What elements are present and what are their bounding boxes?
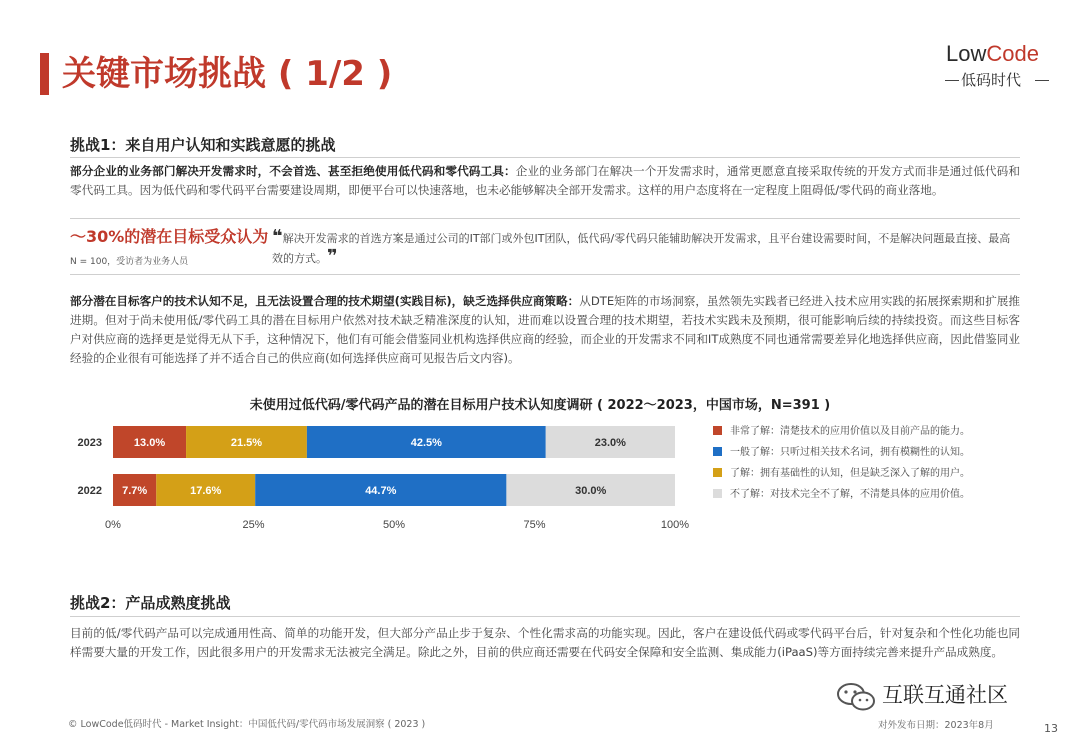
chart-title: 未使用过低代码/零代码产品的潜在目标用户技术认知度调研 ( 2022～2023，中国市场，N=391 ) — [249, 398, 831, 413]
page-number: 13 — [1044, 722, 1058, 735]
legend-entry: 一般了解：只听过相关技术名词，拥有模糊性的认知。 — [730, 447, 970, 458]
stacked-bar-chart — [0, 410, 1080, 535]
data-label: 44.7% — [365, 485, 397, 497]
category-label: 2023 — [77, 437, 102, 449]
logo-line-right — [1035, 80, 1049, 81]
logo — [946, 42, 1039, 66]
challenge1-paragraph1 — [70, 162, 1020, 200]
quote — [272, 228, 1017, 268]
quote-close-icon: ❞ — [327, 246, 338, 267]
data-label: 21.5% — [230, 437, 263, 449]
legend-swatch — [713, 426, 722, 435]
category-label: 2022 — [77, 485, 102, 497]
stat-note: N = 100，受访者为业务人员 — [70, 257, 189, 267]
divider — [70, 616, 1020, 617]
logo-line-left — [945, 80, 959, 81]
legend-entry: 不了解：对技术完全不了解，不清楚具体的应用价值。 — [730, 489, 970, 500]
p2-text: 从DTE矩阵的市场洞察，虽然领先实践者已经进入技术应用实践的拓展探索期和扩展推进期。但对于尚未使用低/零代码工具的潜在目标用户依然对技术缺乏精准深度的认知，进而难以设置合理的技术期望，若技术实践未及预期，很可能影响后续的持续投资。而这些目标客户对供应商的选择更是觉得无从下手，这种情况下，他们有可能会借鉴同业机构选择供应商的经验，而企业的开发需求不同和IT成熟度不同也通常需要差异化地选择供应商，因此借鉴同业经验的企业很有可能选择了并不适合自己的供应商(如何选择供应商可见报告后文内容)。 — [70, 294, 1020, 365]
title-accent-bar — [40, 53, 49, 95]
data-label: 17.6% — [190, 485, 222, 497]
x-tick-label: 100% — [660, 519, 690, 531]
challenge1-heading: 挑战1：来自用户认知和实践意愿的挑战 — [70, 136, 336, 154]
footer-copyright: © LowCode低码时代 - Market Insight：中国低代码/零代码市场发展洞察 ( 2023 ) — [68, 719, 426, 730]
logo-cn: 低码时代 — [961, 71, 1022, 89]
x-tick-label: 25% — [242, 519, 265, 531]
p2-bold: 部分潜在目标客户的技术认知不足，且无法设置合理的技术期望(实践目标)，缺乏选择供应商策略： — [70, 294, 580, 308]
legend-entry: 了解：拥有基础性的认知，但是缺乏深入了解的用户。 — [730, 468, 970, 479]
data-label: 23.0% — [594, 437, 626, 449]
divider — [70, 274, 1020, 275]
x-tick-label: 50% — [382, 519, 406, 531]
logo-code: Code — [986, 41, 1039, 66]
p1-text: 企业的业务部门在解决一个开发需求时，通常更愿意直接采取传统的开发方式而非是通过低代码和零代码工具。因为低代码和零代码平台需要建设周期，即便平台可以快速落地，也未必能够解决全部开发需求。这样的用户态度将在一定程度上阻碍低/零代码的商业落地。 — [70, 164, 1020, 197]
logo-low: Low — [946, 41, 987, 66]
footer-date: 对外发布日期：2023年8月 — [878, 720, 994, 731]
data-label: 42.5% — [410, 437, 442, 449]
quote-text: 解决开发需求的首选方案是通过公司的IT部门或外包IT团队，低代码/零代码只能辅助解决开发需求，且平台建设需要时间，不是解决问题最直接、最高效的方式。 — [272, 232, 1011, 265]
challenge2-paragraph: 目前的低/零代码产品可以完成通用性高、简单的功能开发，但大部分产品止步于复杂、个性化需求高的功能实现。因此，客户在建设低代码或零代码平台后，针对复杂和个性化功能也同样需要大量的开发工作，因此很多用户的开发需求无法被完全满足。除此之外，目前的供应商还需要在代码安全保障和安全监测、集成能力(iPaaS)等方面持续完善来提升产品成熟度。 — [70, 626, 1020, 659]
logo-subtitle — [945, 70, 1049, 90]
legend-swatch — [713, 447, 722, 456]
legend-swatch — [713, 468, 722, 477]
challenge1-paragraph2 — [70, 292, 1020, 368]
data-label: 30.0% — [575, 485, 607, 497]
watermark-text: 互联互通社区 — [882, 683, 1008, 707]
chat-bubbles-icon — [836, 680, 876, 712]
data-label: 7.7% — [122, 485, 148, 497]
p1-bold: 部分企业的业务部门解决开发需求时，不会首选、甚至拒绝使用低代码和零代码工具： — [70, 164, 516, 178]
stat-highlight: ～30%的潜在目标受众认为 — [70, 227, 269, 246]
data-label: 13.0% — [133, 437, 166, 449]
x-tick-label: 75% — [523, 519, 546, 531]
legend-swatch — [713, 489, 722, 498]
quote-open-icon: ❝ — [272, 226, 283, 247]
challenge2-heading: 挑战2：产品成熟度挑战 — [70, 594, 231, 612]
page-title: 关键市场挑战 ( 1/2 ) — [62, 54, 393, 94]
divider — [70, 157, 1020, 158]
divider — [70, 218, 1020, 219]
x-tick-label: 0% — [105, 519, 121, 531]
legend-entry: 非常了解：清楚技术的应用价值以及目前产品的能力。 — [730, 426, 970, 437]
